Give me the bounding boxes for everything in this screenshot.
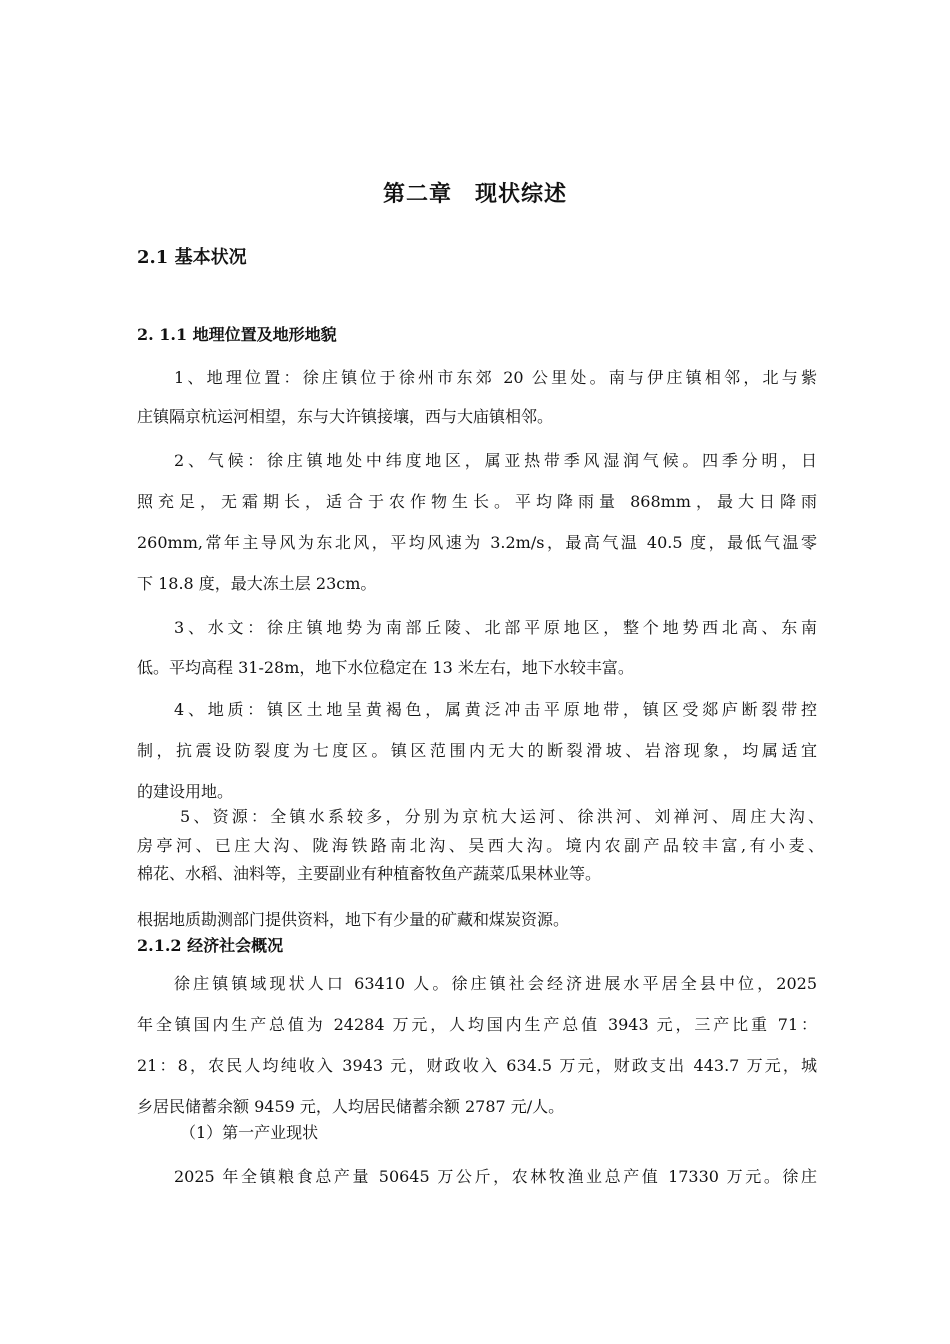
paragraph-line: 照充足，无霜期长，适合于农作物生长。平均降雨量 868mm，最大日降雨 [137,492,817,511]
paragraph-line: 乡居民储蓄余额 9459 元，人均居民储蓄余额 2787 元/人。 [137,1097,565,1116]
section-heading-2-1: 2.1 基本状况 [137,247,247,268]
paragraph-line: 根据地质勘测部门提供资料，地下有少量的矿藏和煤炭资源。 [137,910,570,929]
section-heading-2-1-2: 2.1.2 经济社会概况 [137,936,284,955]
paragraph-line: 棉花、水稻、油料等，主要副业有种植畜牧鱼产蔬菜瓜果林业等。 [137,864,602,883]
paragraph-line: 5、资源：全镇水系较多，分别为京杭大运河、徐洪河、刘禅河、周庄大沟、 [180,807,824,826]
paragraph-line: 2、气候：徐庄镇地处中纬度地区，属亚热带季风湿润气候。四季分明，日 [174,451,817,470]
paragraph-line: 260mm,常年主导风为东北风，平均风速为 3.2m/s，最高气温 40.5 度，最低气温零 [137,533,817,552]
paragraph-line: 房亭河、已庄大沟、陇海铁路南北沟、吴西大沟。境内农副产品较丰富,有小麦、 [137,836,824,855]
paragraph-line: 1、地理位置：徐庄镇位于徐州市东郊 20 公里处。南与伊庄镇相邻，北与紫 [174,368,817,387]
paragraph-line: 下 18.8 度，最大冻土层 23cm。 [137,574,377,593]
paragraph-line: 庄镇隔京杭运河相望，东与大许镇接壤，西与大庙镇相邻。 [137,407,554,426]
chapter-title: 第二章 现状综述 [382,181,567,207]
paragraph-line: 徐庄镇镇域现状人口 63410 人。徐庄镇社会经济进展水平居全县中位，2025 [174,974,817,993]
paragraph-line: 制，抗震设防裂度为七度区。镇区范围内无大的断裂滑坡、岩溶现象，均属适宜 [137,741,817,760]
paragraph-line: 3、水文：徐庄镇地势为南部丘陵、北部平原地区，整个地势西北高、东南 [174,618,817,637]
paragraph-line: 21：8，农民人均纯收入 3943 元，财政收入 634.5 万元，财政支出 443.7 万元，城 [137,1056,817,1075]
paragraph-line: 的建设用地。 [137,782,234,801]
section-heading-2-1-1: 2. 1.1 地理位置及地形地貌 [137,325,337,344]
paragraph-line: 年全镇国内生产总值为 24284 万元，人均国内生产总值 3943 元，三产比重 71： [137,1015,817,1034]
paragraph-line: 2025 年全镇粮食总产量 50645 万公斤，农林牧渔业总产值 17330 万元。徐庄 [174,1167,817,1186]
paragraph-line: 低。平均高程 31-28m，地下水位稳定在 13 米左右，地下水较丰富。 [137,658,634,677]
subsection-heading: （1）第一产业现状 [180,1123,319,1142]
paragraph-line: 4、地质：镇区土地呈黄褐色，属黄泛冲击平原地带，镇区受郯庐断裂带控 [174,700,817,719]
